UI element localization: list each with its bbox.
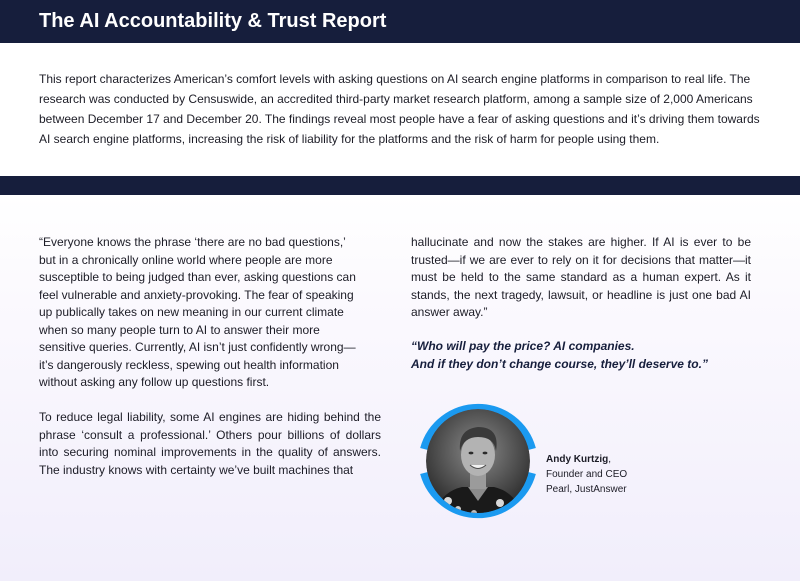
author-company: Pearl, JustAnswer: [546, 484, 627, 495]
report-title: The AI Accountability & Trust Report: [39, 10, 387, 32]
header-band: [0, 0, 800, 43]
quote-right-column: [411, 234, 751, 322]
quote-paragraph-2: To reduce legal liability, some AI engines are hiding behind the phrase ‘consult a professional.’ Others pour billions of dollars into securing nominal improvements in the quality of answers. The industry knows with certainty we’ve built machines that: [39, 410, 381, 477]
author-name: Andy Kurtzig: [546, 454, 609, 465]
quote-left-column: [39, 234, 381, 479]
author-portrait: [414, 397, 542, 525]
section-divider-band: [0, 176, 800, 195]
quote-paragraph-3: hallucinate and now the stakes are higher. If AI is ever to be trusted—if we are ever to rely on it for decisions that matter—it must be held to the same standard as a human expert. As it stands, the next tragedy, lawsuit, or headline is just one bad AI answer away.”: [411, 235, 751, 319]
author-role: Founder and CEO: [546, 469, 628, 480]
pull-quote: [411, 338, 771, 373]
author-attribution: [546, 452, 627, 497]
pull-quote-line-2: And if they don’t change course, they’ll deserve to.”: [411, 356, 708, 371]
intro-paragraph: This report characterizes American’s comfort levels with asking questions on AI search engine platforms in comparison to real life. The research was conducted by Censuswide, an accredited third-party market research platform, among a sample size of 2,000 Americans between December 17 and December 20. The findings reveal most people have a fear of asking questions and it’s driving them towards AI search engine platforms, increasing the risk of liability for the platforms and the risk of harm for people using them.: [39, 72, 760, 146]
pull-quote-line-1: “Who will pay the price? AI companies.: [411, 339, 635, 353]
quote-paragraph-1: “Everyone knows the phrase ‘there are no bad questions,’ but in a chronically online world where people are more susceptible to being judged than ever, asking questions can feel vulnerable and anxiety-provoking. The fear of speaking up publically takes on new meaning in our current climate when so many people turn to AI to answer their more sensitive queries. Currently, AI isn’t just confidently wrong—it’s dangerously reckless, spewing out health information without asking any follow up questions first.: [39, 235, 356, 389]
author-name-suffix: ,: [608, 454, 611, 465]
